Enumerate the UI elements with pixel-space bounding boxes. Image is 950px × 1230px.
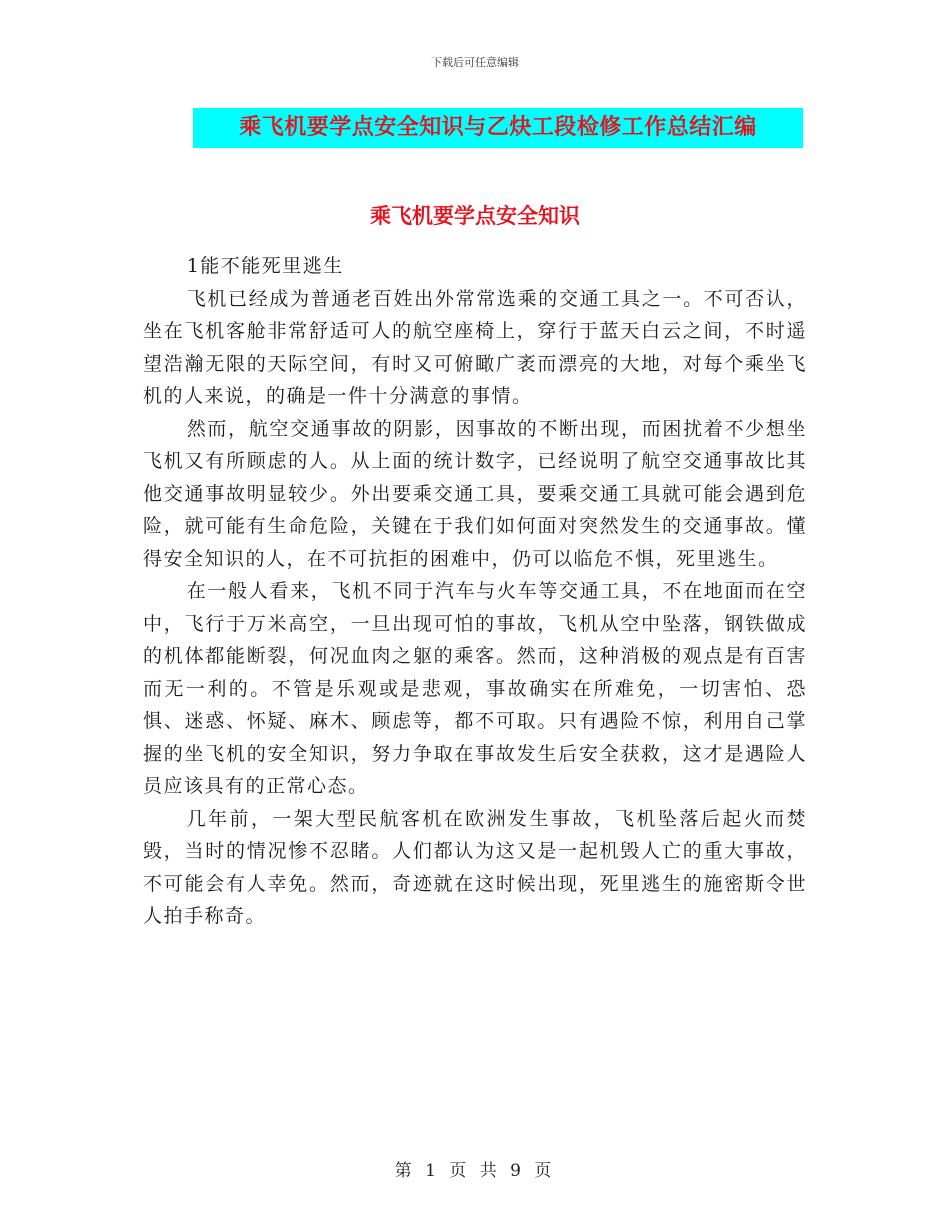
- paragraph: 然而，航空交通事故的阴影，因事故的不断出现，而困扰着不少想坐飞机又有所顾虑的人。从上面的统计数字，已经说明了航空交通事故比其他交通事故明显较少。外出要乘交通工具，要乘交通工具就可能会遇到危险，就可能有生命危险，关键在于我们如何面对突然发生的交通事故。懂得安全知识的人，在不可抗拒的困难中，仍可以临危不惧，死里逃生。: [143, 417, 807, 570]
- page-number-footer: 第 1 页 共 9 页: [394, 1161, 556, 1181]
- main-title-highlight: [193, 108, 803, 148]
- main-title: 乘飞机要学点安全知识与乙炔工段检修工作总结汇编: [239, 115, 757, 140]
- section-title: 乘飞机要学点安全知识: [370, 204, 580, 228]
- header-note: 下载后可任意编辑: [431, 56, 519, 69]
- body-text: [143, 250, 807, 933]
- paragraph-heading: 1能不能死里逃生: [186, 255, 344, 277]
- paragraph: 飞机已经成为普通老百姓出外常常选乘的交通工具之一。不可否认，坐在飞机客舱非常舒适可人的航空座椅上，穿行于蓝天白云之间，不时遥望浩瀚无限的天际空间，有时又可俯瞰广袤而漂亮的大地，对每个乘坐飞机的人来说，的确是一件十分满意的事情。: [143, 287, 807, 407]
- paragraph: 几年前，一架大型民航客机在欧洲发生事故，飞机坠落后起火而焚毁，当时的情况惨不忍睹。人们都认为这又是一起机毁人亡的重大事故，不可能会有人幸免。然而，奇迹就在这时候出现，死里逃生的施密斯令世人拍手称奇。: [143, 807, 807, 927]
- paragraph: 在一般人看来，飞机不同于汽车与火车等交通工具，不在地面而在空中，飞行于万米高空，一旦出现可怕的事故，飞机从空中坠落，钢铁做成的机体都能断裂，何况血肉之躯的乘客。然而，这种消极的观点是有百害而无一利的。不管是乐观或是悲观，事故确实在所难免，一切害怕、恐惧、迷惑、怀疑、麻木、顾虑等，都不可取。只有遇险不惊，利用自己掌握的坐飞机的安全知识，努力争取在事故发生后安全获救，这才是遇险人员应该具有的正常心态。: [143, 580, 807, 797]
